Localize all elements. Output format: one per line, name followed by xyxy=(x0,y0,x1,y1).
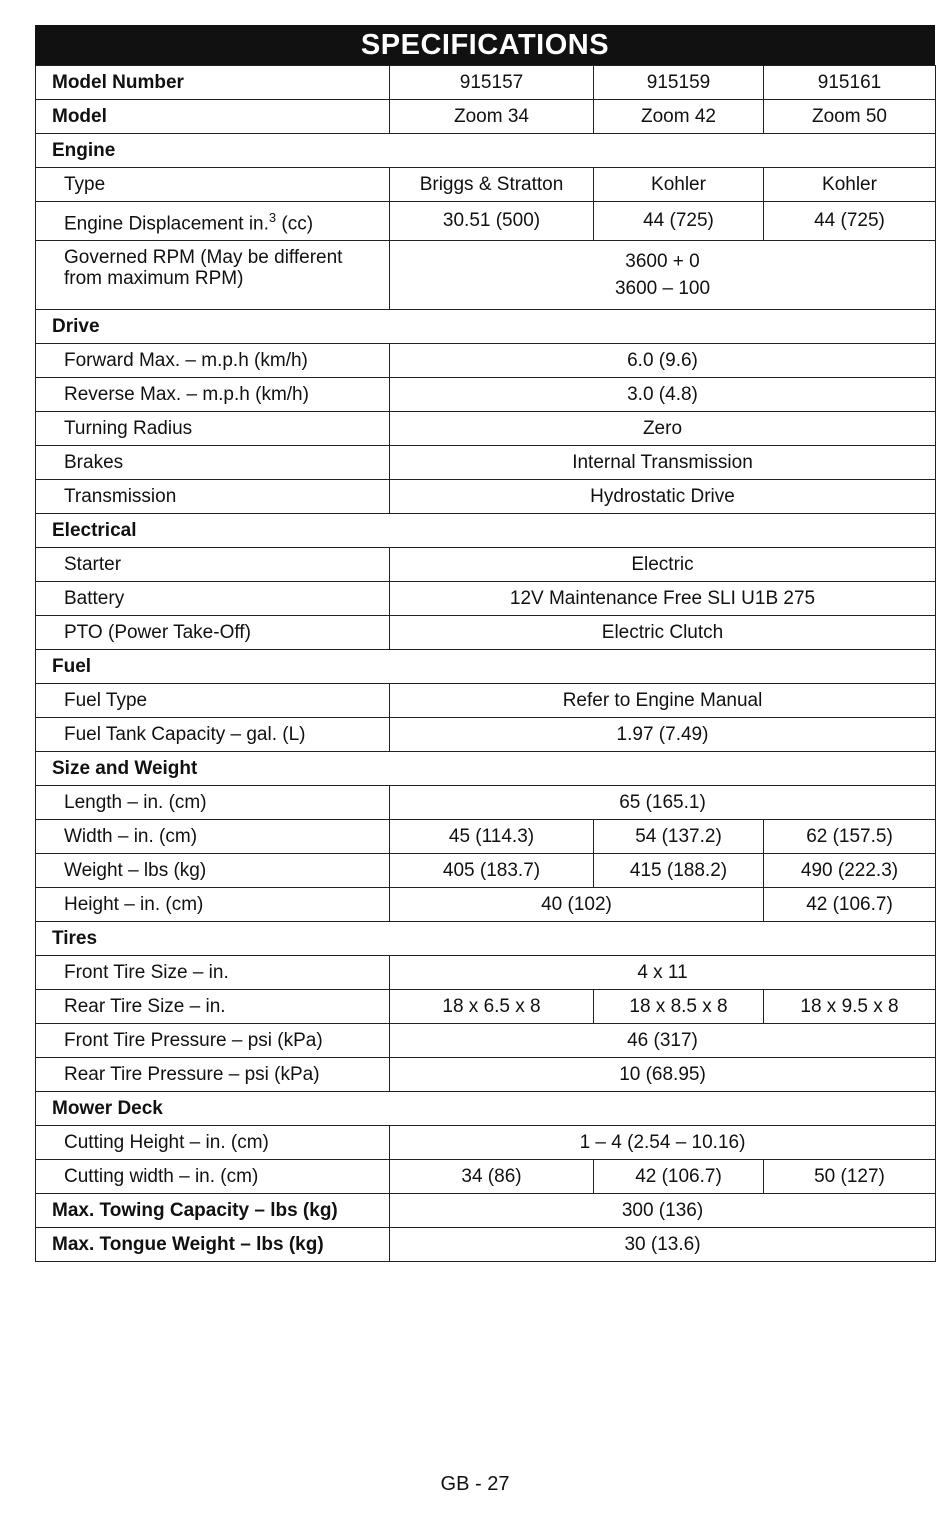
row-label: Transmission xyxy=(36,480,390,514)
row-label: PTO (Power Take-Off) xyxy=(36,616,390,650)
cell-value: 54 (137.2) xyxy=(594,820,764,854)
row-label: Cutting Height – in. (cm) xyxy=(36,1126,390,1160)
table-row xyxy=(36,344,936,378)
cell-value: 1 – 4 (2.54 – 10.16) xyxy=(390,1126,936,1160)
table-row xyxy=(36,1058,936,1092)
table-row xyxy=(36,854,936,888)
cell-value: 44 (725) xyxy=(594,202,764,241)
specifications-table xyxy=(35,65,936,1262)
table-row xyxy=(36,412,936,446)
section-header: Electrical xyxy=(36,514,936,548)
cell-value: Zoom 50 xyxy=(764,100,936,134)
table-row xyxy=(36,684,936,718)
row-label: Brakes xyxy=(36,446,390,480)
cell-value: 34 (86) xyxy=(390,1160,594,1194)
cell-value: Internal Transmission xyxy=(390,446,936,480)
cell-value: 300 (136) xyxy=(390,1194,936,1228)
table-row xyxy=(36,202,936,241)
row-label: Length – in. (cm) xyxy=(36,786,390,820)
cell-value: Hydrostatic Drive xyxy=(390,480,936,514)
section-header-row xyxy=(36,752,936,786)
section-header-row xyxy=(36,1092,936,1126)
cell-value: 46 (317) xyxy=(390,1024,936,1058)
row-label: Reverse Max. – m.p.h (km/h) xyxy=(36,378,390,412)
cell-value: 18 x 9.5 x 8 xyxy=(764,990,936,1024)
section-header: Size and Weight xyxy=(36,752,936,786)
section-header: Mower Deck xyxy=(36,1092,936,1126)
row-label: Forward Max. – m.p.h (km/h) xyxy=(36,344,390,378)
cell-value: Zero xyxy=(390,412,936,446)
row-label: Type xyxy=(36,168,390,202)
page-title: SPECIFICATIONS xyxy=(35,25,935,65)
cell-value: Kohler xyxy=(764,168,936,202)
row-label: Front Tire Size – in. xyxy=(36,956,390,990)
cell-value: 40 (102) xyxy=(390,888,764,922)
cell-value: 62 (157.5) xyxy=(764,820,936,854)
cell-value: 18 x 6.5 x 8 xyxy=(390,990,594,1024)
section-header: Engine xyxy=(36,134,936,168)
table-row xyxy=(36,548,936,582)
cell-value: 18 x 8.5 x 8 xyxy=(594,990,764,1024)
cell-value: Refer to Engine Manual xyxy=(390,684,936,718)
row-label xyxy=(36,202,390,241)
cell-value: 4 x 11 xyxy=(390,956,936,990)
label-text: (cc) xyxy=(276,213,314,235)
table-row xyxy=(36,956,936,990)
table-row xyxy=(36,168,936,202)
cell-value: Electric Clutch xyxy=(390,616,936,650)
table-row xyxy=(36,1194,936,1228)
cell-value xyxy=(390,241,936,310)
table-row xyxy=(36,1228,936,1262)
row-label: Fuel Type xyxy=(36,684,390,718)
cell-value: 1.97 (7.49) xyxy=(390,718,936,752)
table-row xyxy=(36,990,936,1024)
row-label: Cutting width – in. (cm) xyxy=(36,1160,390,1194)
section-header-row xyxy=(36,922,936,956)
page-number: GB - 27 xyxy=(440,1473,510,1495)
row-label: Width – in. (cm) xyxy=(36,820,390,854)
cell-value: 50 (127) xyxy=(764,1160,936,1194)
table-row xyxy=(36,718,936,752)
table-row xyxy=(36,446,936,480)
cell-value: Kohler xyxy=(594,168,764,202)
row-label: Rear Tire Size – in. xyxy=(36,990,390,1024)
cell-value: 42 (106.7) xyxy=(764,888,936,922)
cell-value: 44 (725) xyxy=(764,202,936,241)
cell-value: Electric xyxy=(390,548,936,582)
table-row xyxy=(36,1024,936,1058)
cell-value: Zoom 34 xyxy=(390,100,594,134)
row-label: Weight – lbs (kg) xyxy=(36,854,390,888)
value-line: 3600 – 100 xyxy=(614,278,711,299)
table-row xyxy=(36,66,936,100)
row-label: Governed RPM (May be different from maximum RPM) xyxy=(36,241,390,310)
table-row xyxy=(36,1126,936,1160)
section-header-row xyxy=(36,134,936,168)
cell-value: 42 (106.7) xyxy=(594,1160,764,1194)
section-header-row xyxy=(36,514,936,548)
row-label: Model Number xyxy=(36,66,390,100)
row-label: Starter xyxy=(36,548,390,582)
table-row xyxy=(36,820,936,854)
row-label: Fuel Tank Capacity – gal. (L) xyxy=(36,718,390,752)
row-label: Height – in. (cm) xyxy=(36,888,390,922)
superscript: 3 xyxy=(268,209,277,225)
table-row xyxy=(36,100,936,134)
cell-value: 405 (183.7) xyxy=(390,854,594,888)
row-label: Front Tire Pressure – psi (kPa) xyxy=(36,1024,390,1058)
section-header-row xyxy=(36,310,936,344)
cell-value: 415 (188.2) xyxy=(594,854,764,888)
row-label: Max. Tongue Weight – lbs (kg) xyxy=(36,1228,390,1262)
row-label: Max. Towing Capacity – lbs (kg) xyxy=(36,1194,390,1228)
table-row xyxy=(36,480,936,514)
cell-value: 30 (13.6) xyxy=(390,1228,936,1262)
table-row xyxy=(36,786,936,820)
cell-value: 915161 xyxy=(764,66,936,100)
cell-value: 3.0 (4.8) xyxy=(390,378,936,412)
table-row xyxy=(36,241,936,310)
section-header: Tires xyxy=(36,922,936,956)
cell-value: 915159 xyxy=(594,66,764,100)
cell-value: 915157 xyxy=(390,66,594,100)
row-label: Model xyxy=(36,100,390,134)
cell-value: 30.51 (500) xyxy=(390,202,594,241)
row-label: Battery xyxy=(36,582,390,616)
table-row xyxy=(36,378,936,412)
table-row xyxy=(36,582,936,616)
cell-value: 490 (222.3) xyxy=(764,854,936,888)
section-header-row xyxy=(36,650,936,684)
cell-value: 65 (165.1) xyxy=(390,786,936,820)
section-header: Fuel xyxy=(36,650,936,684)
row-label: Rear Tire Pressure – psi (kPa) xyxy=(36,1058,390,1092)
cell-value: 12V Maintenance Free SLI U1B 275 xyxy=(390,582,936,616)
value-line: 3600 + 0 xyxy=(625,251,700,272)
cell-value: 6.0 (9.6) xyxy=(390,344,936,378)
cell-value: 10 (68.95) xyxy=(390,1058,936,1092)
section-header: Drive xyxy=(36,310,936,344)
cell-value: Briggs & Stratton xyxy=(390,168,594,202)
row-label: Turning Radius xyxy=(36,412,390,446)
label-text: Engine Displacement in. xyxy=(64,213,269,235)
cell-value: 45 (114.3) xyxy=(390,820,594,854)
cell-value: Zoom 42 xyxy=(594,100,764,134)
table-row xyxy=(36,616,936,650)
table-row xyxy=(36,1160,936,1194)
table-row xyxy=(36,888,936,922)
